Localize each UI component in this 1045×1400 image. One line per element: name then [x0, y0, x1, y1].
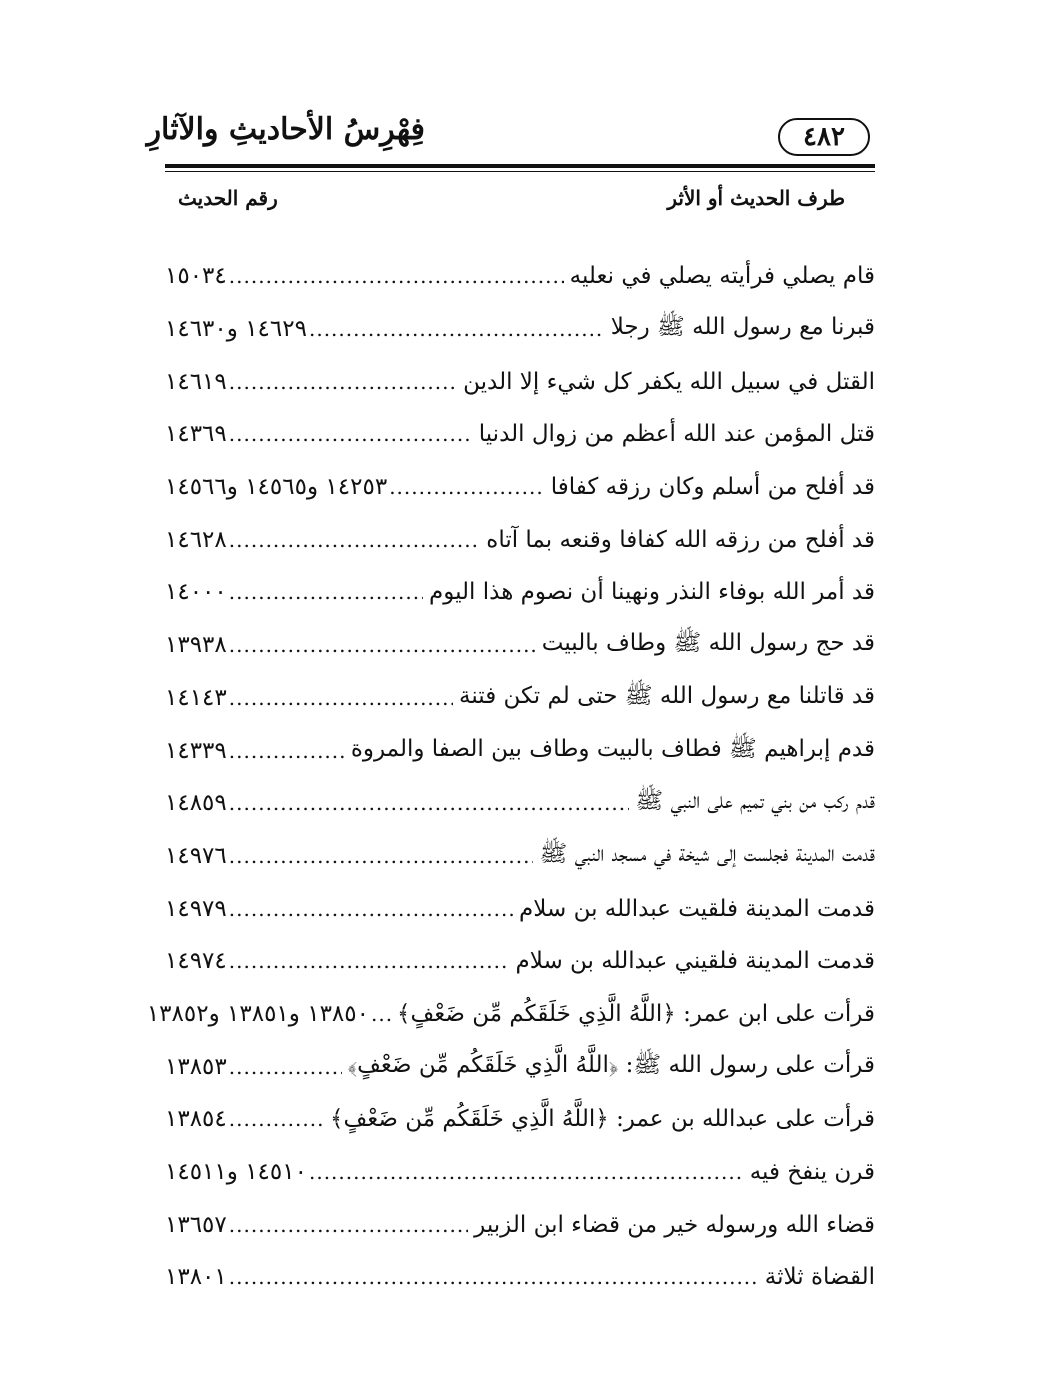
index-entry: [165, 1146, 875, 1199]
entry-text: القتل في سبيل الله يكفر كل شيء إلا الدين: [463, 368, 875, 395]
entry-ref: ١٤٣٦٩: [165, 421, 227, 448]
leader-dots: [229, 580, 423, 604]
entry-ref: ١٣٩٣٨: [165, 632, 227, 659]
index-entry: [165, 461, 875, 514]
leader-dots: [229, 686, 453, 710]
entry-ref: ١٥٠٣٤: [165, 263, 227, 290]
entry-ref: ١٤٥١٠ و١٤٥١١: [165, 1159, 307, 1186]
leader-dots: [229, 1055, 342, 1079]
entry-ref: ١٤٢٥٣ و١٤٥٦٥ و١٤٥٦٦: [165, 474, 388, 501]
leader-dots: [229, 1213, 468, 1237]
entry-ref: ١٣٨٥٠ و١٣٨٥١ و١٣٨٥٢: [146, 1000, 369, 1027]
header-rule-thick: [165, 164, 875, 168]
leader-dots: [309, 1160, 744, 1184]
entry-text: قدمت المدينة فجلست إلى شيخة في مسجد النبي ﷺ: [539, 840, 875, 867]
entry-text: قدم إبراهيم ﷺ فطاف بالبيت وطاف بين الصفا والمروة: [350, 735, 875, 762]
index-entry: [165, 408, 875, 461]
entry-text: قرأت على رسول الله ﷺ: ﴿اللَّهُ الَّذِي خَلَقَكُم مِّن ضَعْفٍ﴾: [347, 1051, 875, 1078]
entry-text: القضاة ثلاثة: [764, 1264, 875, 1291]
index-entry: [165, 355, 875, 408]
leader-dots: [229, 422, 473, 446]
entry-text: قضاء الله ورسوله خير من قضاء ابن الزبير: [474, 1211, 875, 1238]
entry-ref: ١٤٨٥٩: [165, 790, 227, 817]
entry-ref: ١٣٨٠١: [165, 1264, 227, 1291]
entry-text: قد أمر الله بوفاء النذر ونهينا أن نصوم هذا اليوم: [428, 579, 875, 606]
entry-text: قرن ينفخ فيه: [749, 1159, 875, 1186]
entry-text: قبرنا مع رسول الله ﷺ رجلا: [610, 314, 875, 341]
entry-ref: ١٤٦١٩: [165, 368, 227, 395]
index-entry: [165, 1251, 875, 1304]
leader-dots: [229, 897, 513, 921]
leader-dots: [229, 1265, 759, 1289]
index-entry: [165, 619, 875, 672]
column-heading-ref: رقم الحديث: [178, 186, 278, 210]
entry-ref: ١٣٦٥٧: [165, 1211, 227, 1238]
index-entry: [165, 1040, 875, 1093]
entry-ref: ١٣٨٥٤: [165, 1106, 227, 1133]
running-title: فِهْرِسُ الأحاديثِ والآثارِ: [146, 112, 425, 147]
index-entry: [165, 250, 875, 303]
entry-text: قدمت المدينة فلقيني عبدالله بن سلام: [515, 948, 875, 975]
index-entry: [146, 988, 875, 1041]
index-entry: [165, 935, 875, 988]
leader-dots: [229, 633, 536, 657]
leader-dots: [229, 844, 534, 868]
index-entry: [165, 672, 875, 725]
entry-ref: ١٤٩٧٤: [165, 948, 227, 975]
column-heading-text: طرف الحديث أو الأثر: [667, 186, 845, 210]
entry-ref: ١٤٦٢٩ و١٤٦٣٠: [165, 316, 307, 343]
entry-ref: ١٤٠٠٠: [165, 579, 227, 606]
entry-text: قرأت على عبدالله بن عمر: ﴿اللَّهُ الَّذِي خَلَقَكُم مِّن ضَعْفٍ﴾: [330, 1106, 875, 1133]
index-entry: [165, 303, 875, 356]
index-entries: [146, 250, 875, 1304]
leader-dots: [371, 1002, 391, 1026]
index-entry: [165, 513, 875, 566]
entry-text: قد أفلح من رزقه الله كفافا وقنعه بما آتاه: [486, 526, 875, 553]
entry-text: قد حج رسول الله ﷺ وطاف بالبيت: [541, 630, 875, 657]
page-number: ٤٨٢: [778, 118, 870, 156]
entry-text: قرأت على ابن عمر: ﴿اللَّهُ الَّذِي خَلَقَكُم مِّن ضَعْفٍ﴾: [397, 1000, 875, 1027]
index-entry: [165, 724, 875, 777]
leader-dots: [229, 739, 345, 763]
entry-text: قدمت المدينة فلقيت عبدالله بن سلام: [519, 895, 875, 922]
leader-dots: [229, 1107, 324, 1131]
entry-ref: ١٤١٤٣: [165, 684, 227, 711]
entry-text: قدم ركب من بني تميم على النبي ﷺ: [635, 788, 875, 815]
entry-text: قد قاتلنا مع رسول الله ﷺ حتى لم تكن فتنة: [459, 682, 875, 709]
entry-ref: ١٤٩٧٦: [165, 842, 227, 869]
entry-text: قتل المؤمن عند الله أعظم من زوال الدنيا: [478, 421, 875, 448]
entry-ref: ١٤٩٧٩: [165, 895, 227, 922]
leader-dots: [229, 370, 457, 394]
index-entry: [165, 830, 875, 883]
index-entry: [165, 882, 875, 935]
leader-dots: [229, 528, 480, 552]
leader-dots: [229, 791, 630, 815]
header-rule-thin: [165, 171, 875, 172]
leader-dots: [309, 317, 605, 341]
entry-text: قام يصلي فرأيته يصلي في نعليه: [569, 263, 875, 290]
entry-ref: ١٤٦٢٨: [165, 526, 227, 553]
leader-dots: [229, 264, 564, 288]
entry-ref: ١٤٣٣٩: [165, 737, 227, 764]
index-entry: [165, 1198, 875, 1251]
entry-ref: ١٣٨٥٣: [165, 1053, 227, 1080]
index-entry: [165, 1093, 875, 1146]
leader-dots: [389, 475, 545, 499]
index-entry: [165, 566, 875, 619]
leader-dots: [229, 949, 510, 973]
entry-text: قد أفلح من أسلم وكان رزقه كفافا: [550, 474, 875, 501]
index-entry: [165, 777, 875, 830]
